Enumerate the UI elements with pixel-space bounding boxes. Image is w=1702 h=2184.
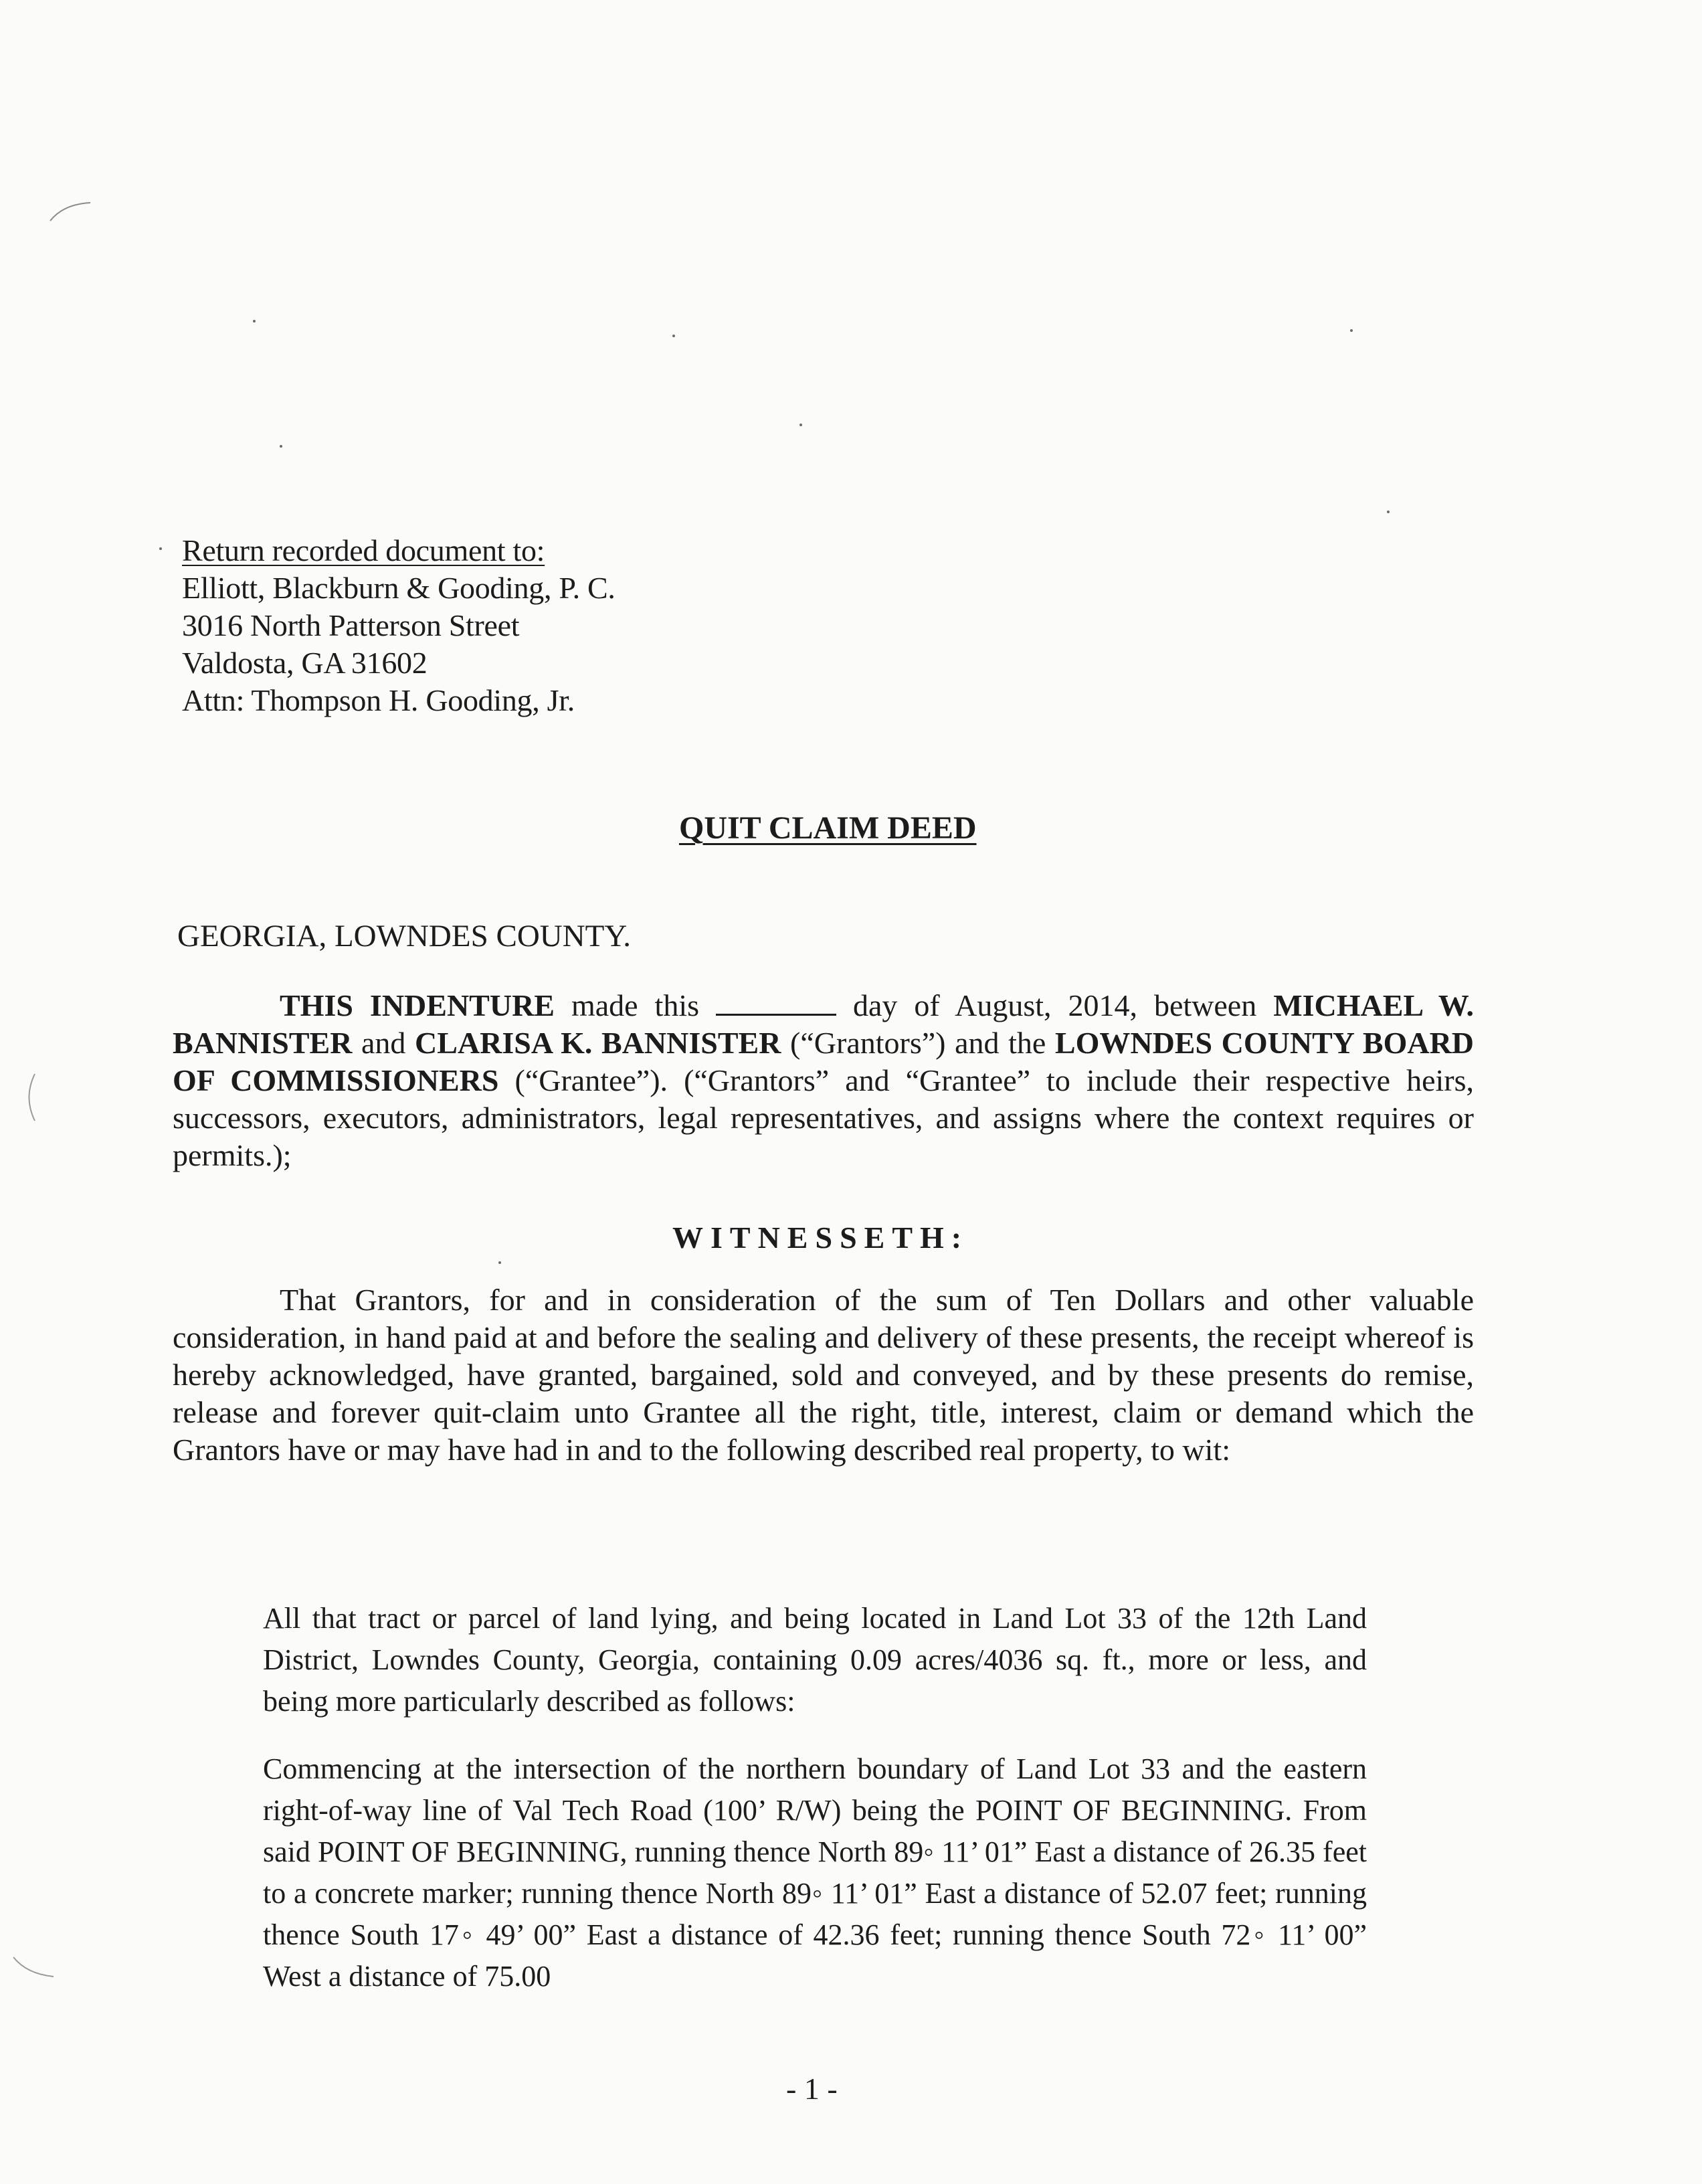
indenture-lead: THIS INDENTURE — [280, 988, 555, 1022]
scan-mark-top-left — [47, 197, 94, 224]
document-title: QUIT CLAIM DEED — [679, 810, 977, 846]
indenture-paragraph — [173, 987, 1474, 1174]
tract-description: All that tract or parcel of land lying, and being located in Land Lot 33 of the 12th Land District, Lowndes County, Georgia, containing 0.09 acres/4036 sq. ft., more or less, and being more particularly described as follows: — [263, 1602, 1367, 1718]
county-heading: GEORGIA, LOWNDES COUNTY. — [177, 919, 631, 953]
grantor-name-1: MICHAEL W. BANNISTER — [173, 988, 1474, 1060]
boundary-description: Commencing at the intersection of the northern boundary of Land Lot 33 and the eastern right-of-way line of Val Tech Road (100’ R/W) being the POINT OF BEGINNING. From said POINT OF BEGINNING, running thence North 89◦ 11’ 01” East a distance of 26.35 feet to a concrete marker; running thence North 89◦ 11’ 01” East a distance of 52.07 feet; running thence South 17◦ 49’ 00” East a distance of 42.36 feet; running thence South 72◦ 11’ 00” West a distance of 75.00 — [263, 1752, 1367, 1993]
consideration-text: That Grantors, for and in consideration of the sum of Ten Dollars and other valuable consideration, in hand paid at and before the sealing and delivery of these presents, the receipt whereof is hereby acknowledged, have granted, bargained, sold and conveyed, and by these presents do remise, release and forever quit-claim unto Grantee all the right, title, interest, claim or demand which the Grantors have or may have had in and to the following described real property, to wit: — [173, 1283, 1474, 1467]
city-state-zip: Valdosta, GA 31602 — [182, 646, 428, 680]
return-address-block — [182, 532, 616, 719]
firm-name: Elliott, Blackburn & Gooding, P. C. — [182, 571, 616, 605]
scan-speck — [672, 335, 675, 337]
street-address: 3016 North Patterson Street — [182, 608, 520, 642]
scan-speck — [799, 424, 802, 426]
scan-mark-bottom-left — [10, 1954, 57, 1981]
scan-speck — [159, 547, 162, 550]
scan-speck — [253, 320, 256, 323]
indenture-text: made this — [554, 988, 716, 1022]
indenture-text: day of August, 2014, between — [836, 988, 1274, 1022]
date-blank — [716, 991, 836, 1016]
return-heading: Return recorded document to: — [182, 533, 545, 567]
scan-speck — [1350, 329, 1353, 332]
indenture-text: (“Grantee”). (“Grantors” and “Grantee” to include their respective heirs, successors, executors, administrators, legal representatives, and assigns where the context requires or permits.); — [173, 1063, 1474, 1172]
scan-speck — [498, 1261, 501, 1264]
page-number: - 1 - — [786, 2072, 838, 2106]
indenture-text: (“Grantors”) and the — [781, 1026, 1055, 1060]
grantor-name-2: CLARISA K. BANNISTER — [415, 1026, 781, 1060]
scan-speck — [280, 445, 282, 448]
scan-speck — [1387, 511, 1390, 513]
grantee-name: LOWNDES COUNTY BOARD OF COMMISSIONERS — [173, 1026, 1475, 1097]
consideration-paragraph — [173, 1281, 1474, 1469]
scan-mark-left-middle — [20, 1071, 40, 1124]
indenture-text: and — [352, 1026, 415, 1060]
witnesseth-heading: WITNESSETH: — [672, 1220, 969, 1255]
attention-line: Attn: Thompson H. Gooding, Jr. — [182, 683, 575, 717]
